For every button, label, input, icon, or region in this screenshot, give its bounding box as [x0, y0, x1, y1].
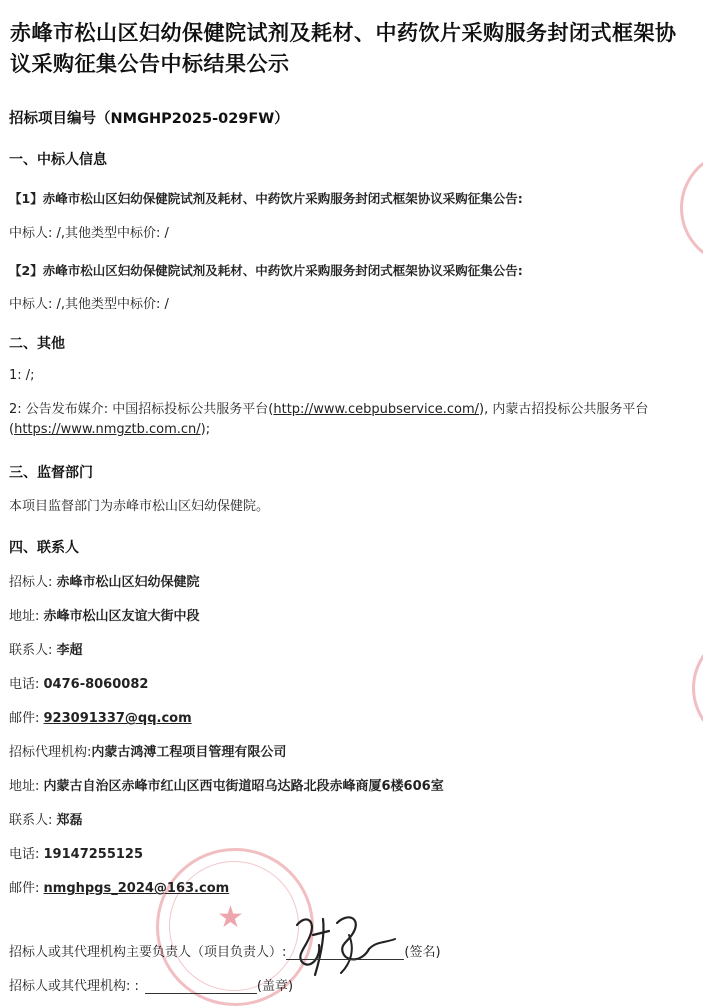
agency-email-row	[9, 877, 229, 896]
other-item-2	[9, 400, 694, 440]
email-row	[9, 707, 192, 726]
bid-item-1-title: 【1】赤峰市松山区妇幼保健院试剂及耗材、中药饮片采购服务封闭式框架协议采购征集公告:	[9, 191, 523, 206]
project-number: 招标项目编号（NMGHP2025-029FW）	[9, 111, 289, 127]
responsible-signature-row	[9, 941, 441, 960]
agency-email-label: 邮件:	[9, 881, 44, 896]
agency-contact-row	[9, 809, 83, 828]
agency-label: 招标代理机构:	[9, 745, 92, 760]
section1-heading: 一、中标人信息	[9, 152, 107, 168]
agency-phone-row	[9, 843, 143, 862]
red-seal-stamp-right-middle	[692, 630, 703, 746]
phone-label: 电话:	[9, 677, 44, 692]
tenderer-label: 招标人:	[9, 575, 57, 590]
agency-contact-value: 郑磊	[56, 813, 83, 828]
phone-row	[9, 673, 148, 692]
address-value: 赤峰市松山区友谊大街中段	[43, 609, 200, 624]
agency-address-value: 内蒙古自治区赤峰市红山区西屯街道昭乌达路北段赤峰商厦6楼606室	[43, 779, 444, 794]
cebpubservice-link[interactable]: http://www.cebpubservice.com/	[273, 402, 480, 417]
nmgztb-link[interactable]: https://www.nmgztb.com.cn/	[14, 422, 201, 437]
email-link[interactable]: 923091337@qq.com	[43, 711, 192, 726]
other-item-2-prefix: 2: 公告发布媒介: 中国招标投标公共服务平台(	[9, 402, 274, 417]
contact-row	[9, 639, 83, 658]
address-label: 地址:	[9, 609, 44, 624]
seal-blank-line	[145, 993, 257, 994]
other-item-2-middle: ), 内蒙古招投标公共服务平台(	[9, 402, 649, 437]
agency-seal-row	[9, 975, 293, 994]
agency-seal-label: 招标人或其代理机构: :	[9, 979, 139, 994]
supervision-text: 本项目监督部门为赤峰市松山区妇幼保健院。	[9, 499, 270, 514]
signature-blank-line	[286, 959, 404, 960]
agency-address-row	[9, 775, 444, 794]
responsible-label: 招标人或其代理机构主要负责人（项目负责人）:	[9, 945, 287, 960]
bid-item-2-detail: 中标人: /,其他类型中标价: /	[9, 297, 169, 312]
bid-item-2-title: 【2】赤峰市松山区妇幼保健院试剂及耗材、中药饮片采购服务封闭式框架协议采购征集公告:	[9, 263, 523, 278]
agency-phone-value: 19147255125	[43, 847, 144, 862]
agency-value: 内蒙古鸿溥工程项目管理有限公司	[91, 745, 287, 760]
bid-item-1-detail: 中标人: /,其他类型中标价: /	[9, 226, 169, 241]
seal-star-icon: ★	[217, 900, 244, 935]
sign-note: (签名)	[404, 945, 441, 960]
tenderer-row	[9, 571, 200, 590]
agency-row	[9, 741, 286, 760]
contact-value: 李超	[56, 643, 83, 658]
tenderer-value: 赤峰市松山区妇幼保健院	[56, 575, 200, 590]
section2-heading: 二、其他	[9, 336, 65, 352]
contact-label: 联系人:	[9, 643, 57, 658]
red-seal-stamp-right-top	[680, 150, 703, 266]
other-item-2-suffix: );	[200, 422, 211, 437]
agency-phone-label: 电话:	[9, 847, 44, 862]
section3-heading: 三、监督部门	[9, 465, 93, 481]
page-title: 赤峰市松山区妇幼保健院试剂及耗材、中药饮片采购服务封闭式框架协议采购征集公告中标结果公示	[10, 21, 677, 76]
email-label: 邮件:	[9, 711, 44, 726]
agency-contact-label: 联系人:	[9, 813, 57, 828]
agency-email-link[interactable]: nmghpgs_2024@163.com	[43, 881, 230, 896]
other-item-1: 1: /;	[9, 368, 35, 383]
section4-heading: 四、联系人	[9, 540, 79, 556]
phone-value: 0476-8060082	[43, 677, 149, 692]
seal-note: (盖章)	[256, 979, 294, 994]
address-row	[9, 605, 200, 624]
agency-address-label: 地址:	[9, 779, 44, 794]
